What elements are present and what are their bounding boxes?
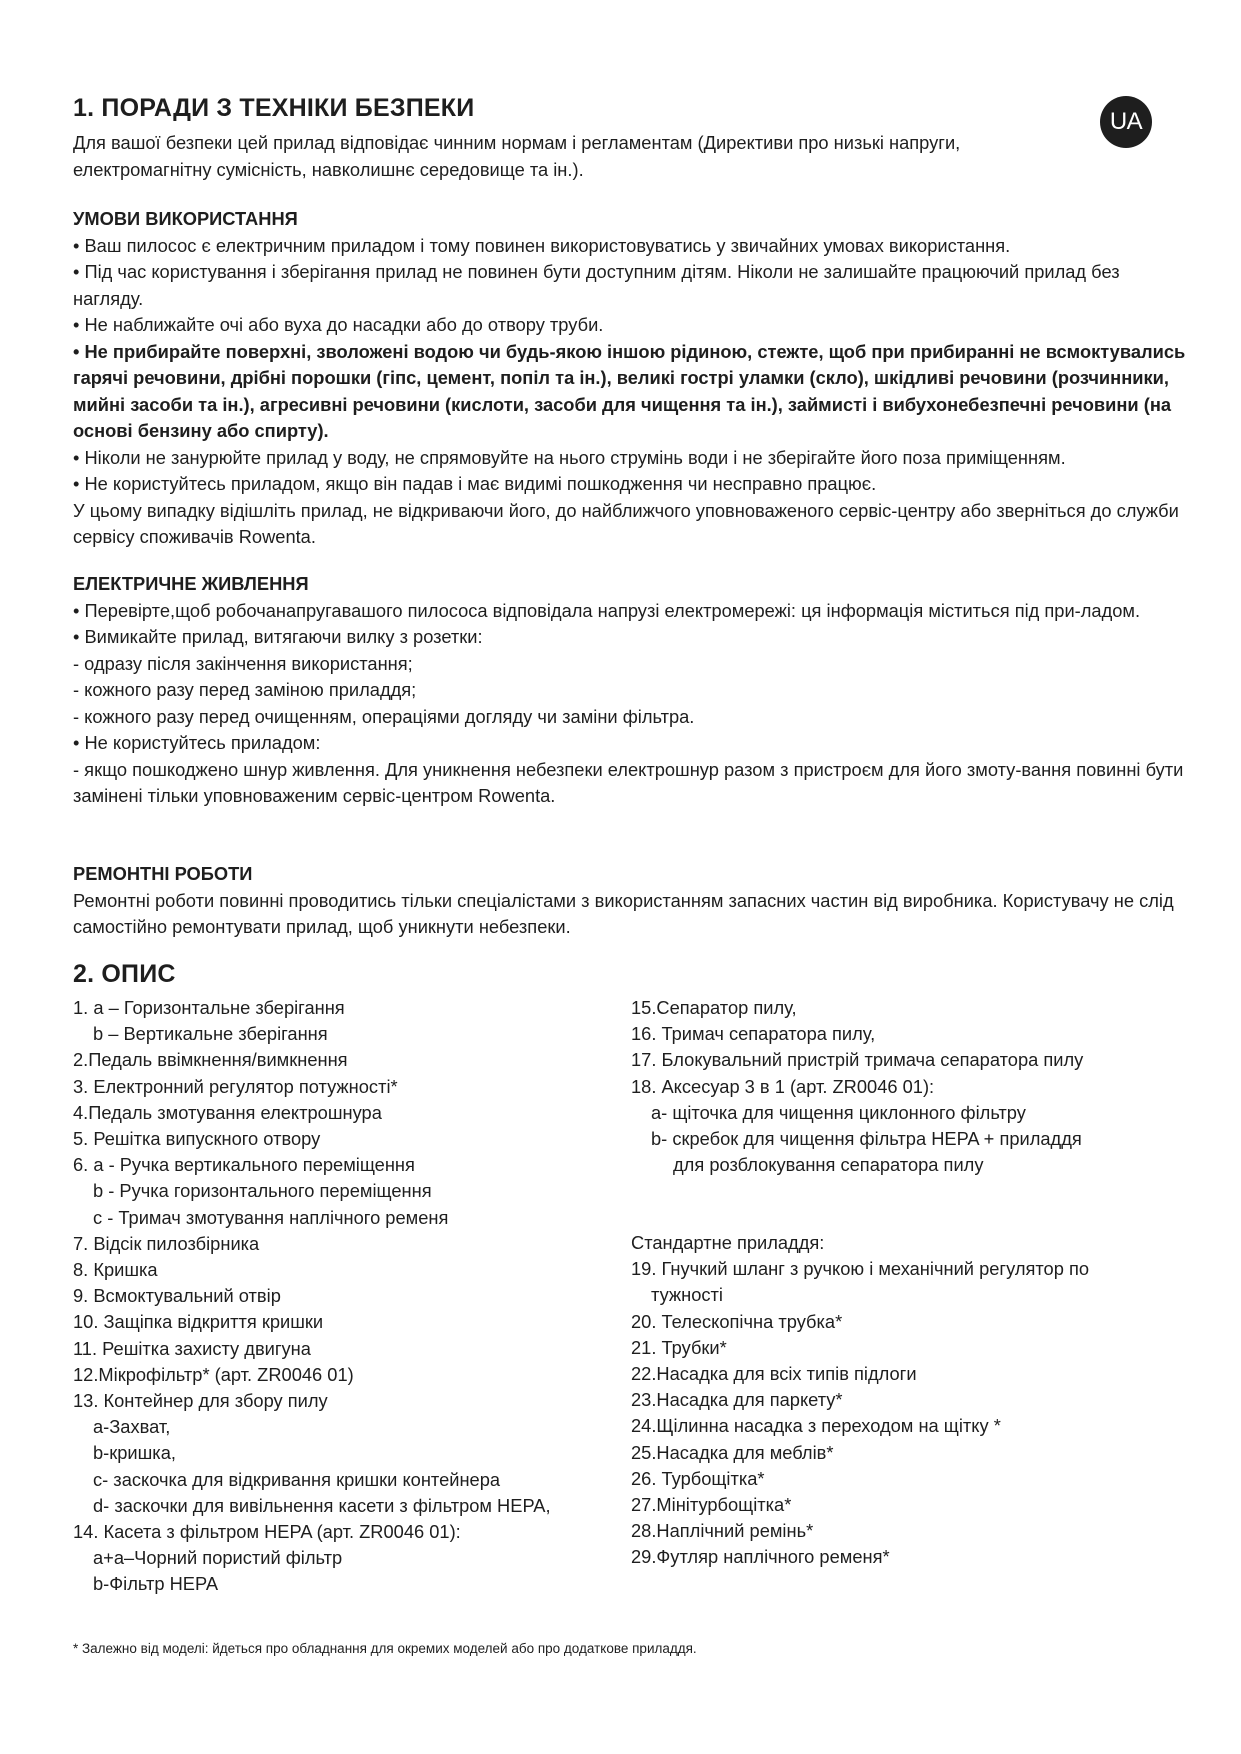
list-item: 11. Решітка захисту двигуна — [73, 1337, 311, 1359]
repair-heading: РЕМОНТНІ РОБОТИ — [73, 863, 253, 884]
list-item: 1. a – Горизонтальне зберігання — [73, 997, 345, 1018]
list-item: 6. a - Ручка вертикального переміщення — [73, 1154, 415, 1176]
power-section — [73, 571, 1193, 810]
power-item-7: - якщо пошкоджено шнур живлення. Для уникнення небезпеки електрошнур разом з пристроєм для його змоту-вання повинні бути замінені тільки уповноваженим сервіс-центром Rowenta. — [73, 758, 1184, 806]
list-item: 22.Насадка для всіх типів підлоги — [631, 1363, 917, 1385]
list-item: 20. Телескопічна трубка* — [631, 1310, 843, 1332]
list-item: 3. Електронний регулятор потужності* — [73, 1075, 398, 1097]
list-item: b-кришка, — [93, 1442, 176, 1464]
list-item: 8. Кришка — [73, 1259, 158, 1281]
usage-heading: УМОВИ ВИКОРИСТАННЯ — [73, 208, 298, 229]
list-item: a- щіточка для чищення циклонного фільтру — [651, 1101, 1026, 1123]
list-item: 24.Щілинна насадка з переходом на щітку * — [631, 1415, 1001, 1437]
list-item: 19. Гнучкий шланг з ручкою і механічний регулятор по — [631, 1258, 1090, 1280]
list-item: b – Вертикальне зберігання — [93, 1023, 328, 1045]
usage-item-5: • Ніколи не занурюйте прилад у воду, не спрямовуйте на нього струмінь води і не зберігайте його поза приміщенням. — [73, 446, 1066, 468]
power-item-2: • Вимикайте прилад, витягаючи вилку з розетки: — [73, 626, 483, 647]
list-item: a-Захват, — [93, 1416, 171, 1438]
list-item: d- заскочки для вивільнення касети з фільтром HEPA, — [93, 1494, 551, 1516]
usage-item-6: • Не користуйтесь приладом, якщо він падав і має видимі пошкодження чи несправно працює. — [73, 473, 877, 494]
usage-item-2: • Під час користування і зберігання прилад не повинен бути доступним дітям. Ніколи не залишайте працюючий прилад без нагляду. — [73, 261, 1120, 309]
power-item-3: - одразу після закінчення використання; — [73, 652, 413, 674]
list-item: c- заскочка для відкривання кришки контейнера — [93, 1468, 501, 1490]
list-item: b- скребок для чищення фільтра HEPA + приладдя — [651, 1128, 1082, 1150]
list-item: 9. Всмоктувальний отвір — [73, 1285, 281, 1307]
list-item: 7. Відсік пилозбірника — [73, 1232, 260, 1254]
description-right-column-top — [631, 995, 1083, 1178]
power-item-4: - кожного разу перед заміною приладдя; — [73, 679, 417, 700]
list-item: 2.Педаль ввімкнення/вимкнення — [73, 1049, 348, 1071]
list-item: 25.Насадка для меблів* — [631, 1441, 834, 1463]
list-item: 10. Защіпка відкриття кришки — [73, 1311, 324, 1333]
intro-text: Для вашої безпеки цей прилад відповідає чинним нормам і регламентам (Директиви про низькі напруги, електромагнітну сумісність, навколишнє середовище та ін.). — [73, 132, 961, 180]
list-item: 15.Сепаратор пилу, — [631, 997, 797, 1018]
list-item: 17. Блокувальний пристрій тримача сепаратора пилу — [631, 1049, 1084, 1071]
power-item-6: • Не користуйтесь приладом: — [73, 732, 321, 753]
power-item-1: • Перевірте,щоб робочанапругавашого пилососа відповідала напрузі електромережі: ця інформація міститься під при-ладом. — [73, 599, 1141, 621]
list-item: для розблокування сепаратора пилу — [673, 1154, 984, 1176]
list-item: 13. Контейнер для збору пилу — [73, 1390, 328, 1412]
description-left-column — [73, 995, 551, 1598]
list-item: a+a–Чорний пористий фільтр — [93, 1547, 343, 1569]
list-item: 18. Аксесуар 3 в 1 (арт. ZR0046 01): — [631, 1075, 935, 1097]
list-item: 26. Турбощітка* — [631, 1467, 765, 1489]
power-item-5: - кожного разу перед очищенням, операціями догляду чи заміни фільтра. — [73, 705, 695, 727]
usage-item-7: У цьому випадку відішліть прилад, не відкриваючи його, до найближчого уповноваженого сервіс-центру або зверніться до служби сервісу споживачів Rowenta. — [73, 499, 1179, 547]
list-item: 16. Тримач сепаратора пилу, — [631, 1023, 876, 1045]
list-item: 5. Решітка випускного отвору — [73, 1128, 321, 1150]
section2-title: 2. ОПИС — [73, 960, 176, 988]
footnote: * Залежно від моделі: йдеться про обладнання для окремих моделей або про додаткове приладдя. — [73, 1641, 697, 1656]
section1-intro — [73, 130, 1103, 183]
usage-warning: • Не прибирайте поверхні, зволожені водою чи будь-якою іншою рідиною, стежте, щоб при прибиранні не всмоктувались гарячі речовини, дрібні порошки (гіпс, цемент, попіл та ін.), великі гострі уламки (скло), шкідливі речовини (розчинники, мийні засоби та ін.), агресивні речовини (кислоти, засоби для чищення та ін.), займисті і вибухонебезпечні речовини (на основі бензину або спирту). — [73, 340, 1186, 441]
list-item: 29.Футляр наплічного ременя* — [631, 1546, 890, 1568]
list-item: 21. Трубки* — [631, 1336, 727, 1358]
list-item: 12.Мікрофільтр* (арт. ZR0046 01) — [73, 1363, 354, 1385]
list-item: 4.Педаль змотування електрошнура — [73, 1101, 382, 1123]
repair-section — [73, 861, 1193, 941]
description-right-column-bottom — [631, 1230, 1089, 1571]
standard-accessories-heading: Стандартне приладдя: — [631, 1232, 825, 1253]
usage-item-1: • Ваш пилосос є електричним приладом і тому повинен використовуватись у звичайних умовах використання. — [73, 234, 1011, 256]
usage-item-3: • Не наближайте очі або вуха до насадки або до отвору труби. — [73, 314, 604, 335]
usage-section — [73, 206, 1193, 551]
list-item: 14. Касета з фільтром HEPA (арт. ZR0046 01): — [73, 1521, 461, 1543]
list-item: 28.Наплічний ремінь* — [631, 1520, 814, 1542]
language-badge: UA — [1100, 96, 1152, 148]
repair-text: Ремонтні роботи повинні проводитись тільки спеціалістами з використанням запасних частин від виробника. Користувачу не слід самостійно ремонтувати прилад, щоб уникнути небезпеки. — [73, 889, 1174, 937]
list-item: 23.Насадка для паркету* — [631, 1389, 843, 1411]
section1-title: 1. ПОРАДИ З ТЕХНІКИ БЕЗПЕКИ — [73, 94, 475, 122]
power-heading: ЕЛЕКТРИЧНЕ ЖИВЛЕННЯ — [73, 573, 309, 594]
list-item: b - Ручка горизонтального переміщення — [93, 1180, 432, 1202]
list-item: тужності — [651, 1284, 723, 1306]
list-item: c - Тримач змотування наплічного ременя — [93, 1206, 449, 1228]
list-item: b-Фільтр HEPA — [93, 1573, 219, 1595]
list-item: 27.Мінітурбощітка* — [631, 1494, 792, 1516]
